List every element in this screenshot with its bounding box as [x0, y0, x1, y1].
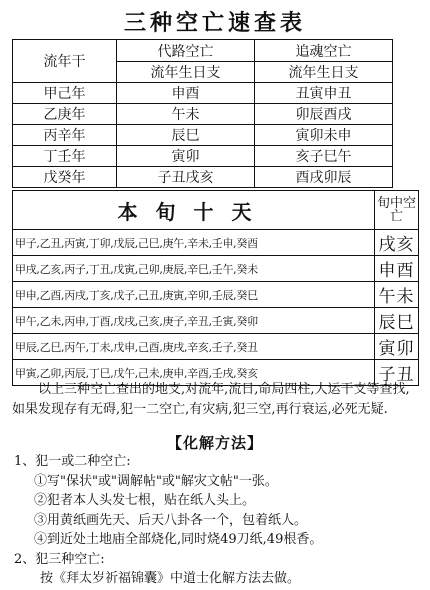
xun-kong: 寅卯 — [375, 334, 419, 360]
row-zhuihun: 亥子巳午 — [255, 146, 393, 167]
xun-days: 甲子,乙丑,丙寅,丁卯,戊辰,己巳,庚午,辛未,壬申,癸酉 — [13, 230, 375, 256]
table-row — [13, 104, 393, 125]
xun-kong-header: 旬中空亡 — [375, 191, 419, 230]
xun-days: 甲寅,乙卯,丙辰,丁巳,戊午,己未,庚申,辛酉,壬戌,癸亥 — [13, 360, 375, 386]
row-zhuihun: 酉戌卯辰 — [255, 167, 393, 188]
row-dailu: 寅卯 — [117, 146, 255, 167]
row-gan: 丁壬年 — [13, 146, 117, 167]
method-list — [14, 452, 424, 589]
row-gan: 丙辛年 — [13, 125, 117, 146]
row-zhuihun: 丑寅申丑 — [255, 83, 393, 104]
table-row — [13, 334, 419, 360]
subheader-zhuihun: 流年生日支 — [255, 62, 393, 83]
method-step: ④到近处土地庙全部烧化,同时烧49刀纸,49根香。 — [34, 532, 323, 547]
table-row — [13, 83, 393, 104]
col-header-dailu: 代路空亡 — [117, 40, 255, 62]
method-title: 【化解方法】 — [166, 434, 263, 452]
col-header-zhuihun: 追魂空亡 — [255, 40, 393, 62]
xun-kong: 午未 — [375, 282, 419, 308]
row-dailu: 午未 — [117, 104, 255, 125]
xun-kong: 申酉 — [375, 256, 419, 282]
xun-days: 甲午,乙未,丙申,丁酉,戊戌,己亥,庚子,辛丑,壬寅,癸卯 — [13, 308, 375, 334]
xun-days: 甲申,乙酉,丙戌,丁亥,戊子,己丑,庚寅,辛卯,壬辰,癸巳 — [13, 282, 375, 308]
row-zhuihun: 寅卯未申 — [255, 125, 393, 146]
subheader-dailu: 流年生日支 — [117, 62, 255, 83]
method-item-2-text: 按《拜太岁祈福锦囊》中道士化解方法去做。 — [40, 571, 301, 586]
row-zhuihun: 卯辰酉戌 — [255, 104, 393, 125]
method-step: ①写"保状"或"调解帖"或"解灾文帖"一张。 — [34, 473, 278, 489]
explanation-paragraph: 以上三种空亡查出的地支,对流年,流日,命局四柱,大运干支等查找,如果发现存有无碍,犯一二空亡,有灾病,犯三空,再行衰运,必死无疑. — [12, 382, 410, 417]
xun-kong: 辰巳 — [375, 308, 419, 334]
xun-days: 甲辰,乙巳,丙午,丁未,戊申,己酉,庚戌,辛亥,壬子,癸丑 — [13, 334, 375, 360]
col-header-gan: 流年干 — [13, 40, 117, 83]
xun-table — [12, 190, 419, 386]
row-gan: 戊癸年 — [13, 167, 117, 188]
row-gan: 乙庚年 — [13, 104, 117, 125]
xun-days: 甲戌,乙亥,丙子,丁丑,戊寅,己卯,庚辰,辛巳,壬午,癸未 — [13, 256, 375, 282]
xun-table-title: 本旬十天 — [13, 191, 375, 230]
table-row — [13, 256, 419, 282]
method-step: ②犯者本人头发七根，贴在纸人头上。 — [34, 493, 256, 508]
kongwang-table — [12, 39, 393, 188]
table-row — [13, 146, 393, 167]
table-row — [13, 230, 419, 256]
table-row — [13, 308, 419, 334]
method-step: ③用黄纸画先天、后天八卦各一个，包着纸人。 — [34, 512, 308, 528]
table-row — [13, 125, 393, 146]
xun-kong: 戌亥 — [375, 230, 419, 256]
page-title: 三种空亡速查表 — [123, 11, 306, 36]
row-dailu: 子丑戌亥 — [117, 167, 255, 188]
method-item-2: 2、犯三种空亡: — [14, 551, 105, 567]
table-row — [13, 282, 419, 308]
method-item-1: 1、犯一或二种空亡: — [14, 454, 131, 469]
row-dailu: 辰巳 — [117, 125, 255, 146]
table-row — [13, 167, 393, 188]
row-dailu: 申酉 — [117, 83, 255, 104]
xun-kong: 子丑 — [375, 360, 419, 386]
row-gan: 甲己年 — [13, 83, 117, 104]
